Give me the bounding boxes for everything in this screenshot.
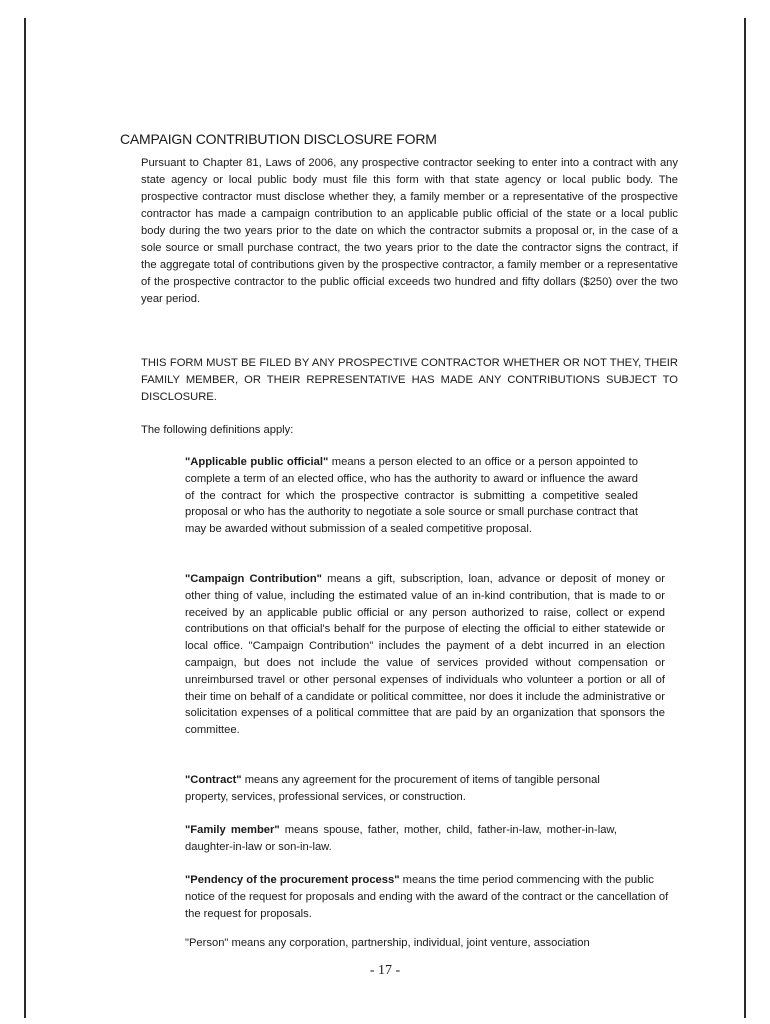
definition-pendency (185, 872, 680, 922)
filing-notice: THIS FORM MUST BE FILED BY ANY PROSPECTIVE CONTRACTOR WHETHER OR NOT THEY, THEIR FAMILY MEMBER, OR THEIR REPRESENTATIVE HAS MADE ANY CONTRIBUTIONS SUBJECT TO DISCLOSURE. (141, 357, 678, 403)
definition-term: "Person" (185, 937, 229, 949)
definition-applicable-public-official (185, 454, 638, 538)
definition-text: means the time period commencing with the public notice of the request for proposals and ending with the award of the contract or the cancellation of the request for proposals. (185, 874, 669, 920)
definition-text: means a gift, subscription, loan, advance or deposit of money or other thing of value, including the estimated value of an in-kind contribution, that is made to or received by an applicable public official or any person authorized to raise, collect or expend contributions on that official's behalf for the purpose of electing the official to either statewide or local office. "Campaign Contribution" includes the payment of a debt incurred in an election campaign, but does not include the value of services provided without compensation or unreimbursed travel or other personal expenses of individuals who volunteer a portion or all of their time on behalf of a candidate or political committee, nor does it include the administrative or solicitation expenses of a political committee that are paid by an organization that sponsors the committee. (185, 573, 666, 737)
page-number: - 17 - (369, 963, 401, 978)
definition-term: "Contract" (185, 774, 242, 786)
right-margin-rule (744, 18, 746, 1018)
definition-contract (185, 772, 625, 806)
definitions-intro: The following definitions apply: (141, 424, 294, 436)
definition-text: means spouse, father, mother, child, father-in-law, mother-in-law, daughter-in-law or son-in-law. (185, 824, 618, 853)
definition-term: "Campaign Contribution" (185, 573, 322, 585)
left-margin-rule (24, 18, 26, 1018)
intro-paragraph: Pursuant to Chapter 81, Laws of 2006, any prospective contractor seeking to enter into a contract with any state agency or local public body must file this form with that state agency or local public body. The prospective contractor must disclose whether they, a family member or a representative of the prospective contractor has made a campaign contribution to an applicable public official of the state or a local public body during the two years prior to the date on which the contractor submits a proposal or, in the case of a sole source or small purchase contract, the two years prior to the date the contractor signs the contract, if the aggregate total of contributions given by the prospective contractor, a family member or a representative of the prospective contractor to the public official exceeds two hundred and fifty dollars ($250) over the two year period. (141, 157, 678, 305)
definition-term: "Applicable public official" (185, 456, 329, 468)
definition-text: means any agreement for the procurement of items of tangible personal property, services, professional services, or construction. (185, 774, 600, 803)
definition-text: means any corporation, partnership, individual, joint venture, association (228, 937, 590, 949)
definition-term: "Family member" (185, 824, 280, 836)
definition-text: means a person elected to an office or a person appointed to complete a term of an elected office, who has the authority to award or influence the award of the contract for which the prospective contractor is submitting a competitive sealed proposal or who has the authority to negotiate a sole source or small purchase contract that may be awarded without submission of a sealed competitive proposal. (185, 456, 638, 536)
form-title: CAMPAIGN CONTRIBUTION DISCLOSURE FORM (120, 131, 437, 147)
definition-campaign-contribution (185, 571, 665, 739)
definition-family-member (185, 822, 617, 856)
definition-person (185, 935, 680, 952)
definition-term: "Pendency of the procurement process" (185, 874, 400, 886)
